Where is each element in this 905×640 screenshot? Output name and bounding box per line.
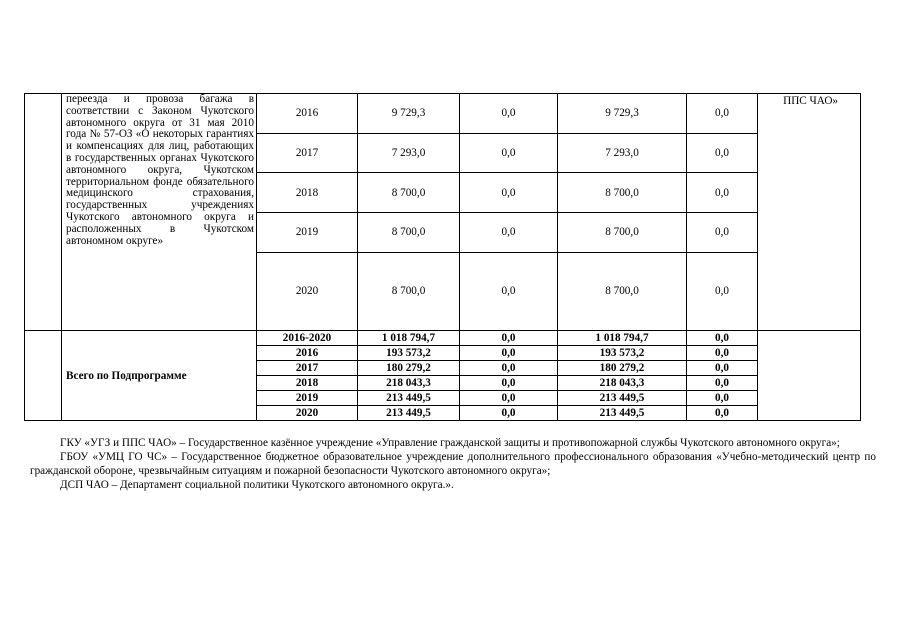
total-cell: 180 279,2 xyxy=(358,361,460,376)
other-cell: 0,0 xyxy=(687,173,758,213)
okrug-cell: 8 700,0 xyxy=(558,252,687,330)
measure-description: переезда и провоза багажа в соответствии с Законом Чукотского автономного округа от 31 мая 2010 года № 57-ОЗ «О некоторых гарантиях и компенсациях для лиц, работающих в государственных органах Чукотского автономного округа, Чукотском территориальном фонде обязательного медицинского страхования, государственных учреждениях Чукотского автономного округа и расположенных в Чукотском автономном округе» xyxy=(62,94,257,331)
responsible-executor xyxy=(758,331,861,421)
subprogram-funding-table xyxy=(24,93,861,421)
okrug-cell: 213 449,5 xyxy=(558,391,687,406)
okrug-cell: 8 700,0 xyxy=(558,212,687,252)
other-cell: 0,0 xyxy=(687,391,758,406)
other-cell: 0,0 xyxy=(687,94,758,134)
total-cell: 8 700,0 xyxy=(358,212,460,252)
table-row xyxy=(25,94,861,134)
other-cell: 0,0 xyxy=(687,252,758,330)
other-cell: 0,0 xyxy=(687,346,758,361)
abbreviations-notes xyxy=(30,436,876,492)
row-number-cell xyxy=(25,94,62,331)
row-number-cell xyxy=(25,331,62,421)
year-cell: 2019 xyxy=(257,391,358,406)
federal-cell: 0,0 xyxy=(460,331,558,346)
other-cell: 0,0 xyxy=(687,376,758,391)
total-cell: 7 293,0 xyxy=(358,133,460,173)
federal-cell: 0,0 xyxy=(460,361,558,376)
federal-cell: 0,0 xyxy=(460,212,558,252)
okrug-cell: 180 279,2 xyxy=(558,361,687,376)
federal-cell: 0,0 xyxy=(460,406,558,421)
okrug-cell: 193 573,2 xyxy=(558,346,687,361)
year-cell: 2020 xyxy=(257,406,358,421)
federal-cell: 0,0 xyxy=(460,173,558,213)
year-cell: 2020 xyxy=(257,252,358,330)
other-cell: 0,0 xyxy=(687,361,758,376)
federal-cell: 0,0 xyxy=(460,376,558,391)
other-cell: 0,0 xyxy=(687,331,758,346)
total-cell: 8 700,0 xyxy=(358,173,460,213)
total-cell: 9 729,3 xyxy=(358,94,460,134)
responsible-executor: ППС ЧАО» xyxy=(758,94,861,331)
subprogram-total-label: Всего по Подпрограмме xyxy=(62,331,257,421)
total-cell: 213 449,5 xyxy=(358,391,460,406)
year-cell: 2018 xyxy=(257,173,358,213)
other-cell: 0,0 xyxy=(687,133,758,173)
okrug-cell: 7 293,0 xyxy=(558,133,687,173)
year-cell: 2017 xyxy=(257,133,358,173)
okrug-cell: 8 700,0 xyxy=(558,173,687,213)
federal-cell: 0,0 xyxy=(460,346,558,361)
year-cell: 2016-2020 xyxy=(257,331,358,346)
note-paragraph: ГБОУ «УМЦ ГО ЧС» – Государственное бюджетное образовательное учреждение дополнительного профессионального образования «Учебно-методический центр по гражданской обороне, чрезвычайным ситуациям и пожарной безопасности Чукотского автономного округа»; xyxy=(30,451,876,477)
federal-cell: 0,0 xyxy=(460,133,558,173)
note-paragraph: ГКУ «УГЗ и ППС ЧАО» – Государственное казённое учреждение «Управление гражданской защиты и противопожарной службы Чукотского автономного округа»; xyxy=(60,437,840,449)
note-paragraph: ДСП ЧАО – Департамент социальной политики Чукотского автономного округа.». xyxy=(60,479,454,491)
other-cell: 0,0 xyxy=(687,406,758,421)
okrug-cell: 9 729,3 xyxy=(558,94,687,134)
okrug-cell: 213 449,5 xyxy=(558,406,687,421)
year-cell: 2017 xyxy=(257,361,358,376)
federal-cell: 0,0 xyxy=(460,391,558,406)
total-cell: 1 018 794,7 xyxy=(358,331,460,346)
total-cell: 8 700,0 xyxy=(358,252,460,330)
total-cell: 193 573,2 xyxy=(358,346,460,361)
year-cell: 2018 xyxy=(257,376,358,391)
other-cell: 0,0 xyxy=(687,212,758,252)
year-cell: 2016 xyxy=(257,346,358,361)
summary-row xyxy=(25,331,861,346)
year-cell: 2019 xyxy=(257,212,358,252)
okrug-cell: 218 043,3 xyxy=(558,376,687,391)
total-cell: 213 449,5 xyxy=(358,406,460,421)
okrug-cell: 1 018 794,7 xyxy=(558,331,687,346)
federal-cell: 0,0 xyxy=(460,252,558,330)
federal-cell: 0,0 xyxy=(460,94,558,134)
total-cell: 218 043,3 xyxy=(358,376,460,391)
year-cell: 2016 xyxy=(257,94,358,134)
